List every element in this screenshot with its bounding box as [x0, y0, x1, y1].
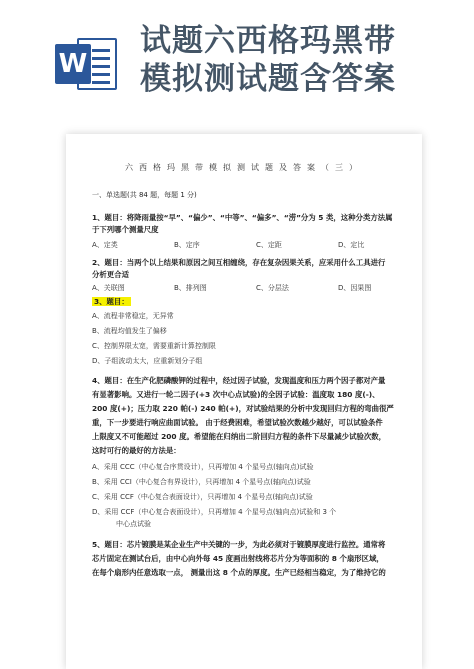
q2-option-a[interactable]: A、关联图 — [92, 284, 125, 292]
q4-line5: 上限度又不可能超过 200 度。希望能在归纳出二阶回归方程的条件下尽量减少试验次数， — [92, 432, 387, 441]
q4-option-a[interactable]: A、采用 CCC（中心复合序贯设计），只再增加 4 个星号点(轴向点)试验 — [92, 463, 314, 471]
q1-option-b[interactable]: B、定序 — [174, 241, 200, 249]
q4-option-c[interactable]: C、采用 CCF（中心复合表面设计），只再增加 4 个星号点(轴向点)试验 — [92, 493, 313, 501]
q1-option-a[interactable]: A、定类 — [92, 241, 118, 249]
q1-stem-line2: 于下列哪个测量尺度 — [92, 225, 159, 234]
q1-stem-line1: 1、题目：将降雨量按“早”、“偏少”、“中等”、“偏多”、“涝”分为 5 类，这种分类方法属 — [92, 213, 393, 222]
q3-stem — [92, 294, 131, 309]
q5-line1: 5、题目：芯片镀膜是某企业生产中关键的一步，为此必须对于镀膜厚度进行监控。通常将 — [92, 540, 386, 549]
banner-title-line2: 模拟测试题含答案 — [140, 61, 396, 97]
q1-option-d[interactable]: D、定比 — [338, 241, 365, 249]
q4-line6: 这时可行的最好的方法是： — [92, 446, 181, 455]
q2-option-b[interactable]: B、排列图 — [174, 284, 207, 292]
q1-option-c[interactable]: C、定距 — [256, 241, 282, 249]
q3-option-d[interactable]: D、子组波动太大，应重新划分子组 — [92, 357, 203, 365]
document-title: 六西格玛黑带模拟测试题及答案（三） — [125, 163, 363, 172]
q2-option-c[interactable]: C、分层法 — [256, 284, 289, 292]
q4-line3: 200 度(+)；压力取 220 帕(-) 240 帕(+)，对试验结果的分析中发现回归方程的弯曲很严 — [92, 404, 394, 413]
q4-option-d[interactable]: D、采用 CCF（中心复合表面设计），只再增加 4 个星号点(轴向点)试验和 3 个 — [92, 508, 337, 516]
q2-stem-line2: 分析更合适 — [92, 270, 129, 279]
word-badge: W — [55, 44, 91, 84]
q2-stem-line1: 2、题目：当两个以上结果和原因之间互相缠绕，存在复杂因果关系，应采用什么工具进行 — [92, 258, 386, 267]
banner-title-line1: 试题六西格玛黑带 — [140, 23, 396, 59]
q4-line2: 有显著影响。又进行一轮二因子(+3 次中心点试验)的全因子试验：温度取 180 度(-)、 — [92, 390, 380, 399]
q4-option-d-cont: 中心点试验 — [116, 520, 151, 528]
document-page — [66, 134, 422, 669]
q3-stem-highlight: 3、题目： — [94, 297, 129, 306]
q3-option-b[interactable]: B、流程均值发生了偏移 — [92, 327, 167, 335]
q2-option-d[interactable]: D、因果图 — [338, 284, 372, 292]
q4-line4: 重，下一步要进行响应曲面试验。 由于经费困难，希望试验次数越少越好，可以试验条件 — [92, 418, 383, 427]
word-document-icon — [55, 34, 119, 94]
q5-line2: 芯片固定在测试台后，由中心向外每 45 度画出射线将芯片分为等面积的 8 个扇形区域， — [92, 554, 384, 563]
q5-line3: 在每个扇形内任意选取一点， 测量出这 8 个点的厚度。生产已经相当稳定，为了维持它的 — [92, 568, 386, 577]
q3-option-a[interactable]: A、流程非常稳定，无异常 — [92, 312, 174, 320]
banner-header — [0, 0, 474, 128]
q4-line1: 4、题目：在生产化肥磷酸钾的过程中，经过因子试验，发现温度和压力两个因子都对产量 — [92, 376, 386, 385]
q4-option-b[interactable]: B、采用 CCI（中心复合有界设计），只再增加 4 个星号点(轴向点)试验 — [92, 478, 311, 486]
banner-title — [140, 22, 470, 98]
section-heading: 一、单选题(共 84 题，每题 1 分) — [92, 191, 197, 199]
q3-option-c[interactable]: C、控制界限太宽，需要重新计算控制限 — [92, 342, 216, 350]
